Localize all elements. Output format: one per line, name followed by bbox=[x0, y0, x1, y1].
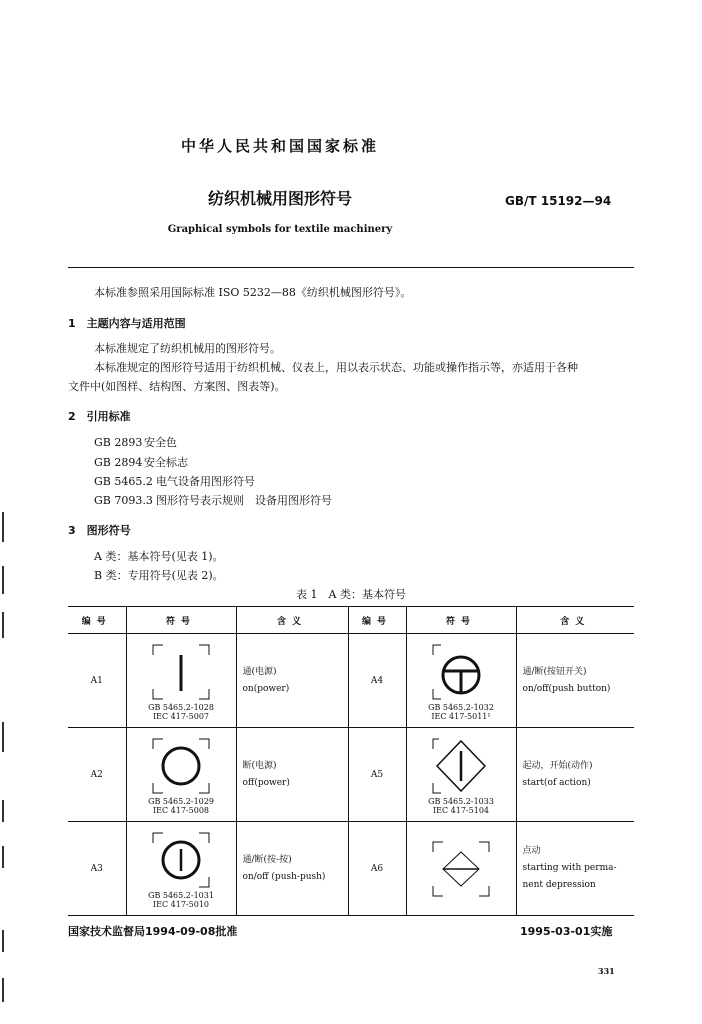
scan-mark bbox=[2, 930, 4, 952]
meaning-en: start(of action) bbox=[522, 777, 591, 788]
section-3-heading: 3 图形符号 bbox=[68, 524, 131, 537]
table-row bbox=[68, 634, 634, 728]
reference-name: 图形符号表示规则 设备用图形符号 bbox=[156, 494, 332, 507]
section-1-heading: 1 主题内容与适用范围 bbox=[68, 317, 186, 330]
symbol-meaning bbox=[516, 634, 634, 728]
vertical-line-icon bbox=[149, 641, 213, 703]
triangle-icon bbox=[429, 838, 493, 900]
symbol-meaning bbox=[236, 822, 348, 916]
symbols-table bbox=[68, 606, 634, 916]
scan-mark bbox=[2, 512, 4, 542]
symbol-cell bbox=[406, 634, 516, 728]
reference-code: GB 2893 bbox=[94, 436, 143, 449]
reference-code: GB 7093.3 bbox=[94, 494, 153, 507]
scan-mark bbox=[2, 846, 4, 868]
column-header-symbol: 符号 bbox=[406, 607, 516, 634]
effective-date: 1995-03-01实施 bbox=[520, 925, 613, 938]
section-1-paragraph-2b: 文件中(如图样、结构图、方案图、图表等)。 bbox=[68, 380, 286, 393]
meaning-cn: 通/断(按-按) bbox=[242, 854, 292, 865]
reference-item bbox=[94, 492, 332, 510]
symbol-cell bbox=[126, 634, 236, 728]
issuing-body-heading: 中华人民共和国国家标准 bbox=[180, 137, 379, 155]
symbol-cell bbox=[406, 728, 516, 822]
symbol-meaning bbox=[516, 728, 634, 822]
reference-code: GB 2894 bbox=[94, 456, 143, 469]
section-3-class-a: A 类：基本符号(见表 1)。 bbox=[94, 550, 224, 563]
scan-mark bbox=[2, 978, 4, 1002]
section-1-paragraph-1: 本标准规定了纺织机械用的图形符号。 bbox=[94, 342, 281, 355]
symbol-reference: GB 5465.2-1032 bbox=[428, 702, 494, 712]
column-header-meaning: 含义 bbox=[516, 607, 634, 634]
table-row bbox=[68, 728, 634, 822]
meaning-cn: 通(电源) bbox=[242, 666, 277, 677]
approval-note: 国家技术监督局1994-09-08批准 bbox=[68, 925, 238, 938]
standard-title-en: Graphical symbols for textile machinery bbox=[167, 224, 393, 235]
table-header-row bbox=[68, 607, 634, 634]
symbol-reference: GB 5465.2-1033 bbox=[428, 796, 494, 806]
page-number: 331 bbox=[598, 966, 615, 976]
meaning-cn: 点动 bbox=[522, 846, 541, 856]
symbol-reference: GB 5465.2-1031 bbox=[148, 890, 214, 900]
diamond-line-icon bbox=[429, 735, 493, 797]
circle-icon bbox=[149, 735, 213, 797]
symbol-id: A3 bbox=[68, 822, 126, 916]
symbol-reference: IEC 417-5011¹ bbox=[431, 711, 491, 721]
scan-mark bbox=[2, 566, 4, 594]
scan-mark bbox=[2, 722, 4, 752]
scan-mark bbox=[2, 612, 4, 638]
symbol-meaning bbox=[236, 728, 348, 822]
reference-name: 安全色 bbox=[144, 436, 177, 449]
meaning-en: on/off (push-push) bbox=[242, 871, 326, 882]
meaning-cn: 通/断(按钮开关) bbox=[522, 666, 587, 677]
reference-item bbox=[94, 454, 188, 472]
symbol-meaning bbox=[236, 634, 348, 728]
table-caption: 表 1 A 类：基本符号 bbox=[296, 588, 406, 601]
meaning-cn: 断(电源) bbox=[242, 760, 277, 771]
symbol-id: A5 bbox=[348, 728, 406, 822]
meaning-en: on/off(push button) bbox=[522, 683, 611, 694]
symbol-reference: GB 5465.2-1029 bbox=[148, 796, 214, 806]
intro-paragraph: 本标准参照采用国际标准 ISO 5232—88《纺织机械图形符号》。 bbox=[94, 286, 412, 299]
standard-title-cn: 纺织机械用图形符号 bbox=[207, 189, 352, 208]
section-1-paragraph-2a: 本标准规定的图形符号适用于纺织机械、仪表上，用以表示状态、功能或操作指示等，亦适用于各种 bbox=[94, 361, 578, 374]
circle-line-icon bbox=[149, 829, 213, 891]
symbol-id: A6 bbox=[348, 822, 406, 916]
symbol-meaning bbox=[516, 822, 634, 916]
symbol-reference: IEC 417-5008 bbox=[153, 805, 209, 815]
meaning-en: off(power) bbox=[242, 777, 290, 788]
symbol-cell bbox=[406, 822, 516, 916]
reference-item bbox=[94, 473, 255, 491]
standard-number: GB/T 15192—94 bbox=[505, 194, 612, 208]
symbol-id: A2 bbox=[68, 728, 126, 822]
reference-item bbox=[94, 434, 177, 452]
reference-name: 安全标志 bbox=[144, 456, 188, 469]
scan-mark bbox=[2, 800, 4, 822]
symbol-id: A1 bbox=[68, 634, 126, 728]
column-header-meaning: 含义 bbox=[236, 607, 348, 634]
circle-t-icon bbox=[429, 641, 493, 703]
column-header-symbol: 符号 bbox=[126, 607, 236, 634]
header-rule bbox=[68, 267, 634, 268]
symbol-cell bbox=[126, 728, 236, 822]
reference-name: 电气设备用图形符号 bbox=[156, 475, 255, 488]
symbol-reference: IEC 417-5007 bbox=[153, 711, 209, 721]
symbol-reference: IEC 417-5104 bbox=[433, 805, 489, 815]
symbol-reference: GB 5465.2-1028 bbox=[148, 702, 214, 712]
table-row bbox=[68, 822, 634, 916]
section-2-heading: 2 引用标准 bbox=[68, 410, 131, 423]
section-3-class-b: B 类：专用符号(见表 2)。 bbox=[94, 569, 224, 582]
meaning-cn: 起动，开始(动作) bbox=[522, 760, 593, 771]
symbol-reference: IEC 417-5010 bbox=[153, 899, 209, 909]
column-header-id: 编号 bbox=[348, 607, 406, 634]
column-header-id: 编号 bbox=[68, 607, 126, 634]
reference-code: GB 5465.2 bbox=[94, 475, 153, 488]
meaning-en: on(power) bbox=[242, 683, 290, 694]
meaning-en: nent depression bbox=[522, 880, 596, 890]
symbol-cell bbox=[126, 822, 236, 916]
symbol-id: A4 bbox=[348, 634, 406, 728]
meaning-en: starting with perma- bbox=[522, 863, 617, 873]
